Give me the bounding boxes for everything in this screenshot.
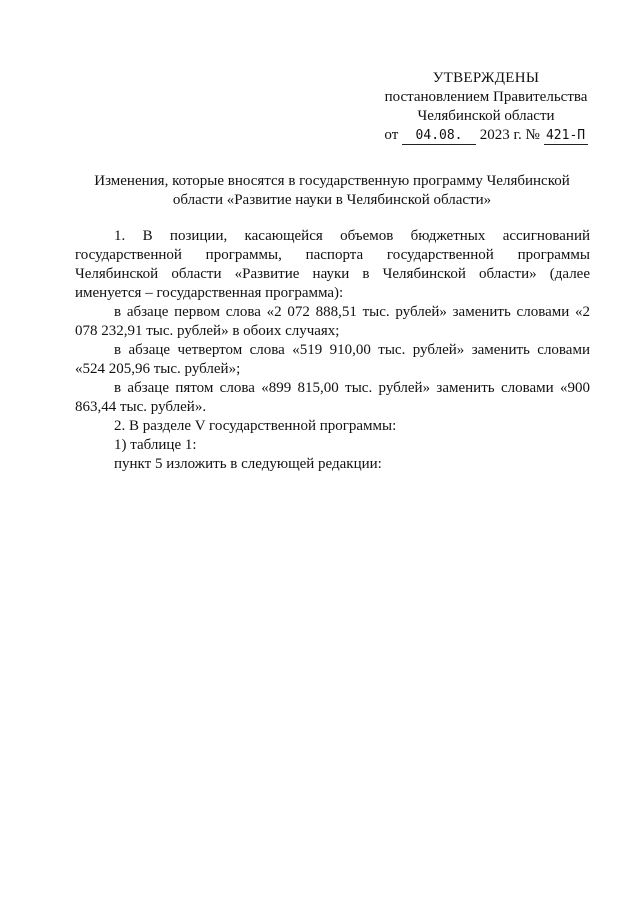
paragraph: 1) таблице 1: <box>114 437 197 453</box>
approval-line-1: постановлением Правительства <box>384 89 588 105</box>
approval-date: 04.08. <box>402 128 476 145</box>
approval-number: 421-П <box>544 128 588 145</box>
document-title: Изменения, которые вносятся в государственную программу Челябинской области «Развитие науки в Челябинской области» <box>94 173 570 208</box>
approval-date-line <box>370 126 602 145</box>
document-body <box>75 227 590 474</box>
date-prefix: от <box>384 127 399 143</box>
approval-heading: УТВЕРЖДЕНЫ <box>432 70 540 86</box>
year-text: 2023 г. № <box>479 127 540 143</box>
paragraph: в абзаце первом слова «2 072 888,51 тыс. рублей» заменить словами «2 078 232,91 тыс. рублей» в обоих случаях; <box>75 304 590 339</box>
paragraph: в абзаце пятом слова «899 815,00 тыс. рублей» заменить словами «900 863,44 тыс. рублей». <box>75 380 590 415</box>
approval-line-2: Челябинской области <box>417 108 555 124</box>
paragraph: пункт 5 изложить в следующей редакции: <box>114 456 382 472</box>
paragraph: 1. В позиции, касающейся объемов бюджетных ассигнований государственной программы, паспорта государственной программы Челябинской области «Развитие науки в Челябинской области» (далее именуется – государственная программа): <box>75 228 590 301</box>
paragraph: 2. В разделе V государственной программы: <box>114 418 397 434</box>
approval-stamp <box>370 69 602 145</box>
paragraph: в абзаце четвертом слова «519 910,00 тыс. рублей» заменить словами «524 205,96 тыс. рублей»; <box>75 342 590 377</box>
